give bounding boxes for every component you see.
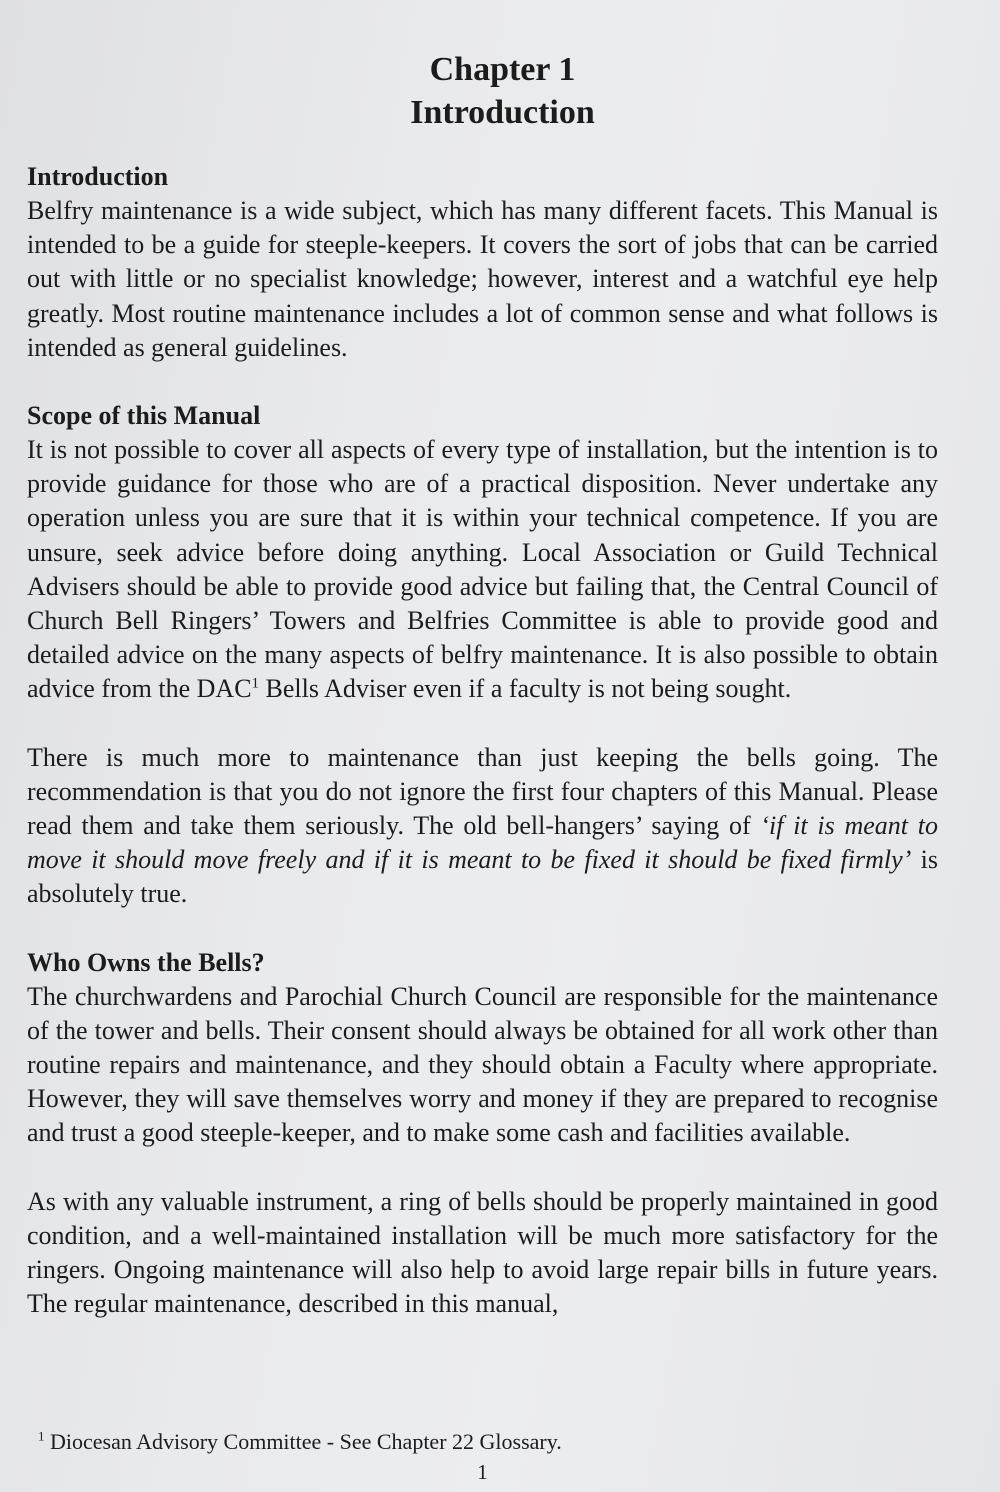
paragraph-introduction: Belfry maintenance is a wide subject, which has many different facets. This Manual is intended to be a guide for steeple-keepers. It covers the sort of jobs that can be carried out with little or no specialist knowledge; however, interest and a watchful eye help greatly. Most routine maintenance includes a lot of common sense and what follows is intended as general guidelines. bbox=[27, 196, 938, 362]
scope2-text-b: is absolutely true. bbox=[27, 845, 939, 909]
scope-text-a: It is not possible to cover all aspects of every type of installation, but the intention is to provide guidance for those who are of a practical disposition. Never undertake any operation unless you are sure that it is within your technical competence. If you are unsure, seek advice before doing anything. Local Association or Guild Technical Advisers should be able to provide good advice but failing that, the Central Council of Church Bell Ringers’ Towers and Belfries Committee is able to provide good and detailed advice on the many aspects of belfry maintenance. It is also possible to obtain advice from the DAC bbox=[27, 435, 938, 704]
chapter-title: Introduction bbox=[410, 94, 595, 131]
footnote-ref: 1 bbox=[251, 675, 260, 692]
paragraph-owners-1: The churchwardens and Parochial Church Council are responsible for the maintenance of the tower and bells. Their consent should always be obtained for all work other than routine repairs and maintenance, and they should obtain a Faculty where appropriate. However, they will save themselves worry and money if they are prepared to recognise and trust a good steeple-keeper, and to make some cash and facilities available. bbox=[27, 981, 938, 1148]
chapter-heading bbox=[27, 48, 938, 134]
scope2-text-a: There is much more to maintenance than just keeping the bells going. The recommendation is that you do not ignore the first four chapters of this Manual. Please read them and take them seriously. The old bell-hangers’ saying of bbox=[27, 742, 938, 841]
section-title-owners: Who Owns the Bells? bbox=[27, 947, 265, 977]
paragraph-scope-2 bbox=[27, 741, 938, 912]
section-title-scope: Scope of this Manual bbox=[27, 401, 261, 431]
paragraph-owners-2: As with any valuable instrument, a ring of bells should be properly maintained in good condition, and a well-maintained installation will be much more satisfactory for the ringers. Ongoing maintenance will also help to avoid large repair bills in future years. The regular maintenance, described in this manual, bbox=[27, 1186, 938, 1319]
bell-hangers-saying: ‘if it is meant to move it should move freely and if it is meant to be fixed it should be fixed firmly’ bbox=[27, 811, 938, 875]
section-title-introduction: Introduction bbox=[27, 162, 169, 191]
chapter-number: Chapter 1 bbox=[429, 51, 576, 88]
scope-text-b: Bells Adviser even if a faculty is not being sought. bbox=[259, 674, 792, 704]
page-number: 1 bbox=[477, 1460, 488, 1484]
paragraph-scope-1 bbox=[27, 433, 938, 707]
footnote bbox=[38, 1428, 562, 1456]
footnote-marker: 1 bbox=[38, 1428, 45, 1444]
footnote-text: Diocesan Advisory Committee - See Chapter 22 Glossary. bbox=[44, 1429, 562, 1454]
